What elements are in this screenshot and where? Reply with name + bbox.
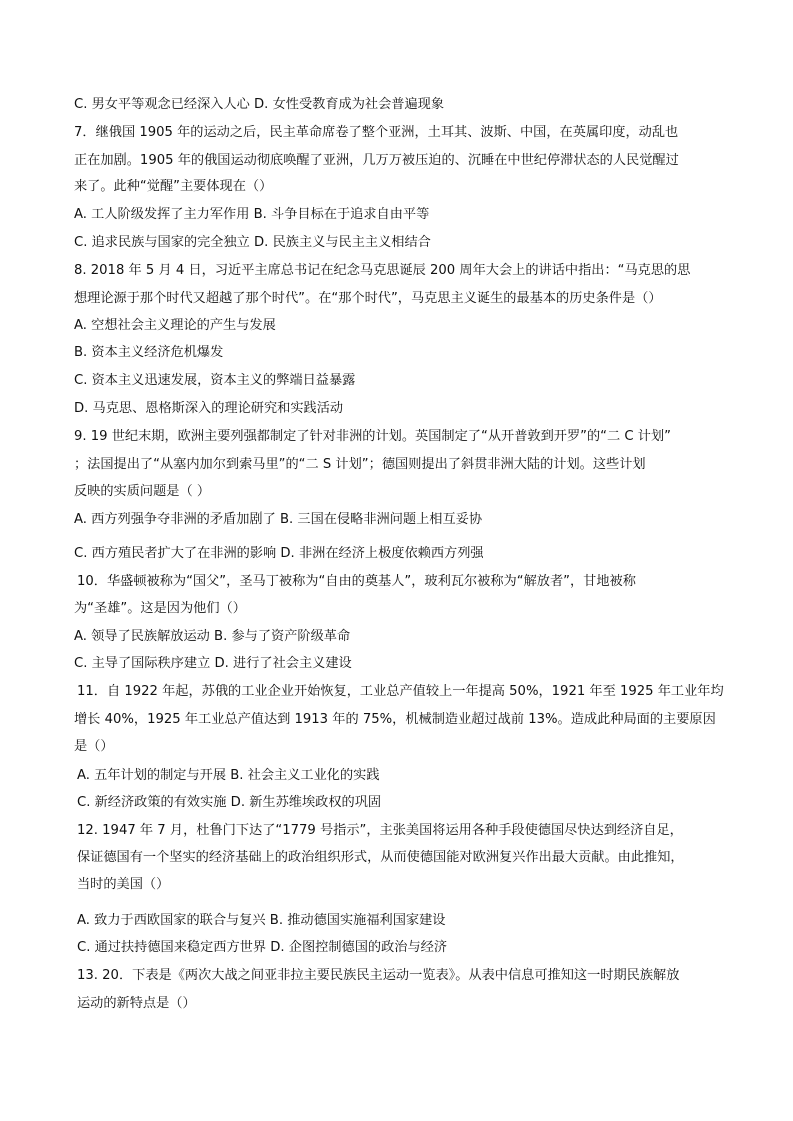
q7-stem-line3: 来了。此种“觉醒”主要体现在（） (74, 179, 273, 194)
q12-stem-line3: 当时的美国（） (77, 877, 170, 892)
q11-options-ab: A. 五年计划的制定与开展 B. 社会主义工业化的实践 (77, 768, 380, 783)
q12-stem-line2: 保证德国有一个坚实的经济基础上的政治组织形式，从而使德国能对欧洲复兴作出最大贡献。由此推知， (77, 850, 684, 865)
q9-options-ab: A. 西方列强争夺非洲的矛盾加剧了 B. 三国在侵略非洲问题上相互妥协 (74, 512, 483, 527)
q8-option-a: A. 空想社会主义理论的产生与发展 (74, 318, 276, 333)
q9-stem-line1: 9. 19 世纪末期，欧洲主要列强都制定了针对非洲的计划。英国制定了“从开普敦到开罗”的“二 C 计划” (74, 429, 671, 444)
q7-stem-line1: 7．继俄国 1905 年的运动之后，民主革命席卷了整个亚洲，土耳其、波斯、中国，在英属印度，动乱也 (74, 125, 679, 140)
q8-option-c: C. 资本主义迅速发展，资本主义的弊端日益暴露 (74, 373, 356, 388)
q10-options-cd: C. 主导了国际秩序建立 D. 进行了社会主义建设 (74, 656, 352, 671)
q11-stem-line2: 增长 40%，1925 年工业总产值达到 1913 年的 75%，机械制造业超过战前 13%。造成此种局面的主要原因 (74, 712, 716, 727)
q6-options-cd: C. 男女平等观念已经深入人心 D. 女性受教育成为社会普遍现象 (74, 97, 445, 112)
q12-options-cd: C. 通过扶持德国来稳定西方世界 D. 企图控制德国的政治与经济 (77, 940, 448, 955)
q10-stem-line1: 10．华盛顿被称为“国父”，圣马丁被称为“自由的奠基人”，玻利瓦尔被称为“解放者”，甘地被称 (77, 574, 636, 589)
q11-stem-line3: 是（） (74, 739, 114, 754)
q7-options-cd: C. 追求民族与国家的完全独立 D. 民族主义与民主主义相结合 (74, 235, 431, 250)
q10-options-ab: A. 领导了民族解放运动 B. 参与了资产阶级革命 (74, 629, 351, 644)
q13-stem-line2: 运动的新特点是（） (77, 996, 196, 1011)
q7-stem-line2: 正在加剧。1905 年的俄国运动彻底唤醒了亚洲，几万万被压迫的、沉睡在中世纪停滞状态的人民觉醒过 (74, 153, 679, 168)
q10-stem-line2: 为“圣雄”。这是因为他们（） (74, 601, 246, 616)
q9-stem-line2: ；法国提出了“从塞内加尔到索马里”的“二 S 计划”；德国则提出了斜贯非洲大陆的计划。这些计划 (74, 457, 646, 472)
q9-options-cd: C. 西方殖民者扩大了在非洲的影响 D. 非洲在经济上极度依赖西方列强 (74, 546, 484, 561)
q8-option-d: D. 马克思、恩格斯深入的理论研究和实践活动 (74, 401, 344, 416)
q8-stem-line2: 想理论源于那个时代又超越了那个时代”。在“那个时代”，马克思主义诞生的最基本的历史条件是（） (74, 291, 662, 306)
q8-option-b: B. 资本主义经济危机爆发 (74, 345, 224, 360)
q12-stem-line1: 12. 1947 年 7 月，杜鲁门下达了“1779 号指示”，主张美国将运用各种手段使德国尽快达到经济自足， (77, 823, 683, 838)
q11-options-cd: C. 新经济政策的有效实施 D. 新生苏维埃政权的巩固 (77, 795, 382, 810)
q7-options-ab: A. 工人阶级发挥了主力军作用 B. 斗争目标在于追求自由平等 (74, 207, 430, 222)
q11-stem-line1: 11．自 1922 年起，苏俄的工业企业开始恢复，工业总产值较上一年提高 50%，1921 年至 1925 年工业年均 (77, 684, 724, 699)
q9-stem-line3: 反映的实质问题是（ ） (74, 484, 211, 499)
q8-stem-line1: 8. 2018 年 5 月 4 日，习近平主席总书记在纪念马克思诞辰 200 周年大会上的讲话中指出：“马克思的思 (74, 263, 691, 278)
q13-stem-line1: 13. 20．下表是《两次大战之间亚非拉主要民族民主运动一览表》。从表中信息可推知这一时期民族解放 (77, 968, 680, 983)
q12-options-ab: A. 致力于西欧国家的联合与复兴 B. 推动德国实施福利国家建设 (77, 913, 446, 928)
